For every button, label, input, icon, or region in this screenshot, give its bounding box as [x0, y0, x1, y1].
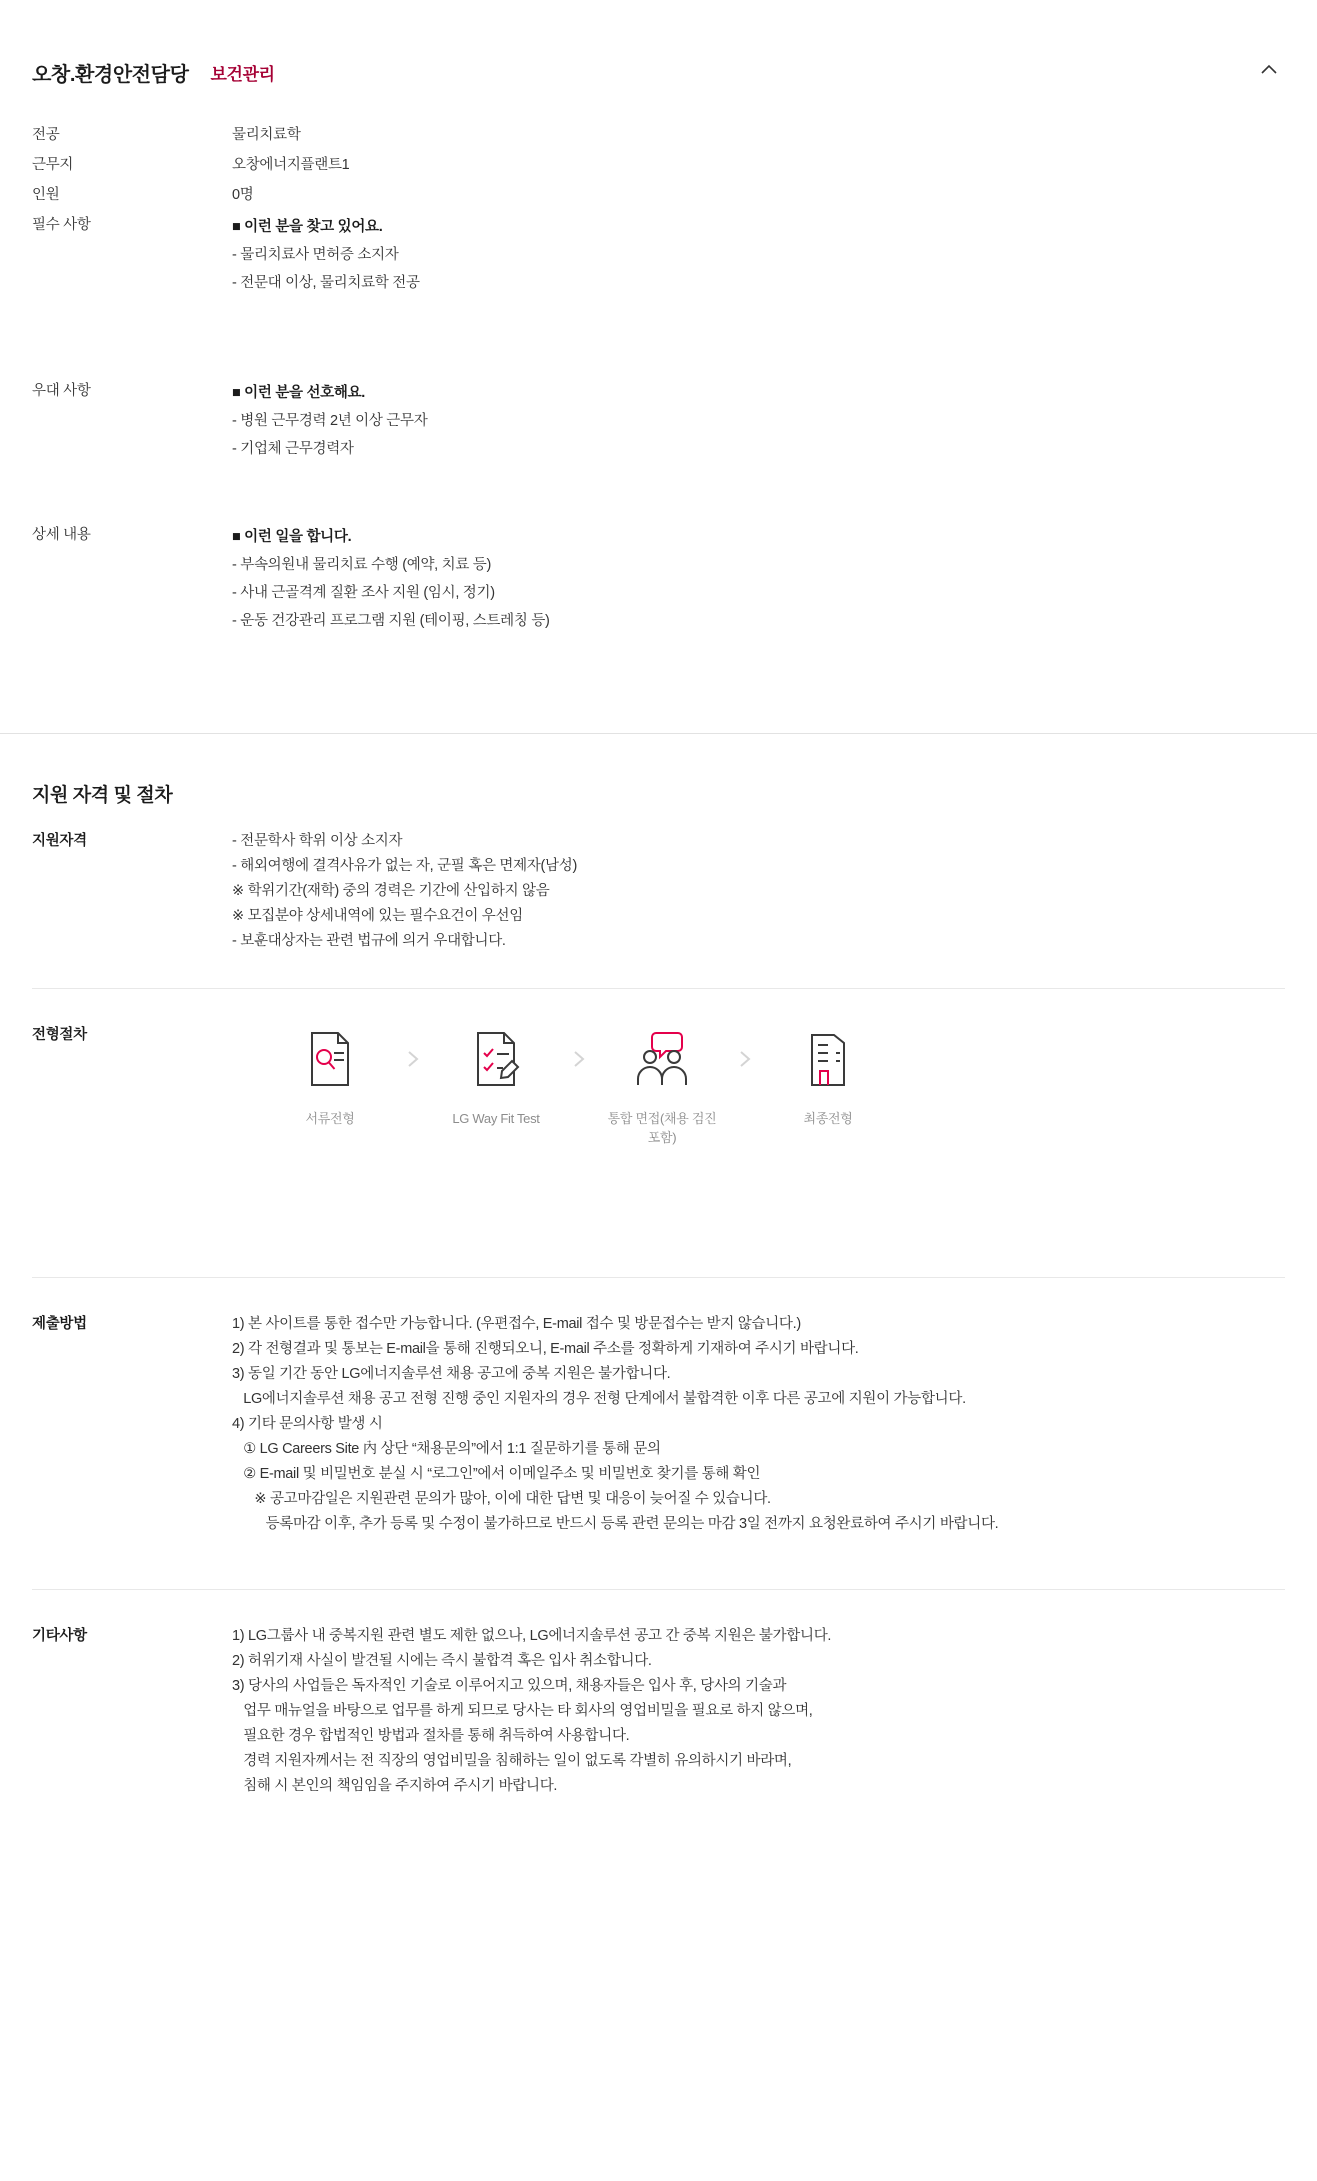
qualification-line: - 해외여행에 결격사유가 없는 자, 군필 혹은 면제자(남성) — [232, 858, 577, 874]
spacer — [232, 297, 420, 371]
process-step-label: LG Way Fit Test — [452, 1111, 540, 1126]
document-person-icon — [270, 1023, 390, 1095]
etc-line: 필요한 경우 합법적인 방법과 절차를 통해 취득하여 사용합니다. — [232, 1728, 630, 1744]
detail-value: 물리치료학 — [232, 127, 301, 143]
etc-line: 경력 지원자께서는 전 직장의 영업비밀을 침해하는 일이 없도록 각별히 유의하시기 바라며, — [232, 1753, 792, 1769]
table-row — [32, 153, 1285, 177]
submission-line: LG에너지솔루션 채용 공고 전형 진행 중인 지원자의 경우 전형 단계에서 불합격한 이후 다른 공고에 지원이 가능합니다. — [232, 1391, 966, 1407]
detail-label: 상세 내용 — [32, 527, 91, 543]
detail-value: 0명 — [232, 187, 254, 203]
process-step-4 — [768, 1023, 888, 1128]
etc-label: 기타사항 — [32, 1628, 87, 1644]
process-row — [32, 989, 1285, 1243]
etc-line: 3) 당사의 사업들은 독자적인 기술로 이루어지고 있으며, 채용자들은 입사 후, 당사의 기술과 — [232, 1678, 787, 1694]
detail-value: 오창에너지플랜트1 — [232, 157, 350, 173]
process-label: 전형절차 — [32, 1027, 87, 1043]
detail-label: 근무지 — [32, 157, 74, 173]
table-row-description — [32, 523, 1285, 723]
spacer — [232, 1147, 1285, 1243]
detail-value — [232, 213, 420, 379]
detail-label: 우대 사항 — [32, 383, 91, 399]
spacer — [232, 635, 550, 715]
section-title: 지원 자격 및 절차 — [32, 785, 173, 806]
chevron-right-icon — [556, 1023, 602, 1095]
process-steps — [232, 1023, 1285, 1147]
submission-line: ② E-mail 및 비밀번호 분실 시 “로그인”에서 이메일주소 및 비밀번호 찾기를 통해 확인 — [232, 1466, 761, 1482]
qualification-label: 지원자격 — [32, 833, 87, 849]
submission-line: 등록마감 이후, 추가 등록 및 수정이 불가하므로 반드시 등록 관련 문의는 마감 3일 전까지 요청완료하여 주시기 바랍니다. — [232, 1516, 999, 1532]
job-header[interactable] — [0, 0, 1317, 87]
process-step-label: 통합 면접(채용 검진 포함) — [607, 1111, 717, 1145]
qualification-line: - 보훈대상자는 관련 법규에 의거 우대합니다. — [232, 933, 506, 949]
chevron-up-icon[interactable] — [1255, 56, 1283, 84]
table-row-preferred — [32, 379, 1285, 523]
description-line: - 부속의원내 물리치료 수행 (예약, 치료 등) — [232, 557, 491, 573]
etc-row — [32, 1590, 1285, 1799]
qualification-line: - 전문학사 학위 이상 소지자 — [232, 833, 403, 849]
submission-line: ① LG Careers Site 內 상단 “채용문의”에서 1:1 질문하기를 통해 문의 — [232, 1441, 661, 1457]
submission-line: ※ 공고마감일은 지원관련 문의가 많아, 이에 대한 답변 및 대응이 늦어질 수 있습니다. — [232, 1491, 771, 1507]
page-title: 오창.환경안전담당 — [32, 64, 189, 86]
job-detail-table — [0, 123, 1317, 723]
table-row-required — [32, 213, 1285, 379]
detail-value — [232, 523, 550, 723]
submission-row — [32, 1278, 1285, 1555]
submission-line: 3) 동일 기간 동안 LG에너지솔루션 채용 공고에 중복 지원은 불가합니다. — [232, 1366, 671, 1382]
chevron-right-icon — [390, 1023, 436, 1095]
etc-line: 업무 매뉴얼을 바탕으로 업무를 하게 되므로 당사는 타 회사의 영업비밀을 필요로 하지 않으며, — [232, 1703, 813, 1719]
preferred-heading: ■ 이런 분을 선호해요. — [232, 385, 366, 401]
spacer — [232, 1537, 1285, 1555]
process-step-2 — [436, 1023, 556, 1128]
qualification-body — [232, 829, 1285, 954]
process-step-label: 서류전형 — [305, 1111, 355, 1126]
etc-line: 1) LG그룹사 내 중복지원 관련 별도 제한 없으나, LG에너지솔루션 공고 간 중복 지원은 불가합니다. — [232, 1628, 832, 1644]
description-heading: ■ 이런 일을 합니다. — [232, 529, 352, 545]
description-line: - 운동 건강관리 프로그램 지원 (테이핑, 스트레칭 등) — [232, 613, 550, 629]
process-body — [232, 1023, 1285, 1243]
building-icon — [768, 1023, 888, 1095]
qualification-row — [32, 829, 1285, 954]
submission-line: 2) 각 전형결과 및 통보는 E-mail을 통해 진행되오니, E-mail 주소를 정확하게 기재하여 주시기 바랍니다. — [232, 1341, 859, 1357]
job-category-label: 보건관리 — [210, 65, 275, 84]
submission-line: 1) 본 사이트를 통한 접수만 가능합니다. (우편접수, E-mail 접수 및 방문접수는 받지 않습니다.) — [232, 1316, 801, 1332]
preferred-line: - 기업체 근무경력자 — [232, 441, 354, 457]
process-step-label: 최종전형 — [803, 1111, 853, 1126]
detail-label: 전공 — [32, 127, 60, 143]
required-line: - 물리치료사 면허증 소지자 — [232, 247, 399, 263]
required-heading: ■ 이런 분을 찾고 있어요. — [232, 219, 383, 235]
submission-label: 제출방법 — [32, 1316, 87, 1332]
description-line: - 사내 근골격계 질환 조사 지원 (임시, 정기) — [232, 585, 495, 601]
process-step-1 — [270, 1023, 390, 1128]
preferred-line: - 병원 근무경력 2년 이상 근무자 — [232, 413, 428, 429]
table-row — [32, 183, 1285, 207]
submission-body — [232, 1312, 1285, 1555]
etc-line: 2) 허위기재 사실이 발견될 시에는 즉시 불합격 혹은 입사 취소합니다. — [232, 1653, 652, 1669]
qualification-line: ※ 모집분야 상세내역에 있는 필수요건이 우선임 — [232, 908, 523, 924]
apply-section — [0, 734, 1317, 1799]
checklist-pencil-icon — [436, 1023, 556, 1095]
process-step-3 — [602, 1023, 722, 1147]
detail-value — [232, 379, 427, 523]
interview-people-icon — [602, 1023, 722, 1095]
detail-label: 필수 사항 — [32, 217, 91, 233]
etc-body — [232, 1624, 1285, 1799]
table-row — [32, 123, 1285, 147]
submission-line: 4) 기타 문의사항 발생 시 — [232, 1416, 383, 1432]
qualification-line: ※ 학위기간(재학) 중의 경력은 기간에 산입하지 않음 — [232, 883, 550, 899]
etc-line: 침해 시 본인의 책임임을 주지하여 주시기 바랍니다. — [232, 1778, 558, 1794]
spacer — [232, 463, 427, 515]
required-line: - 전문대 이상, 물리치료학 전공 — [232, 275, 420, 291]
detail-label: 인원 — [32, 187, 60, 203]
chevron-right-icon — [722, 1023, 768, 1095]
